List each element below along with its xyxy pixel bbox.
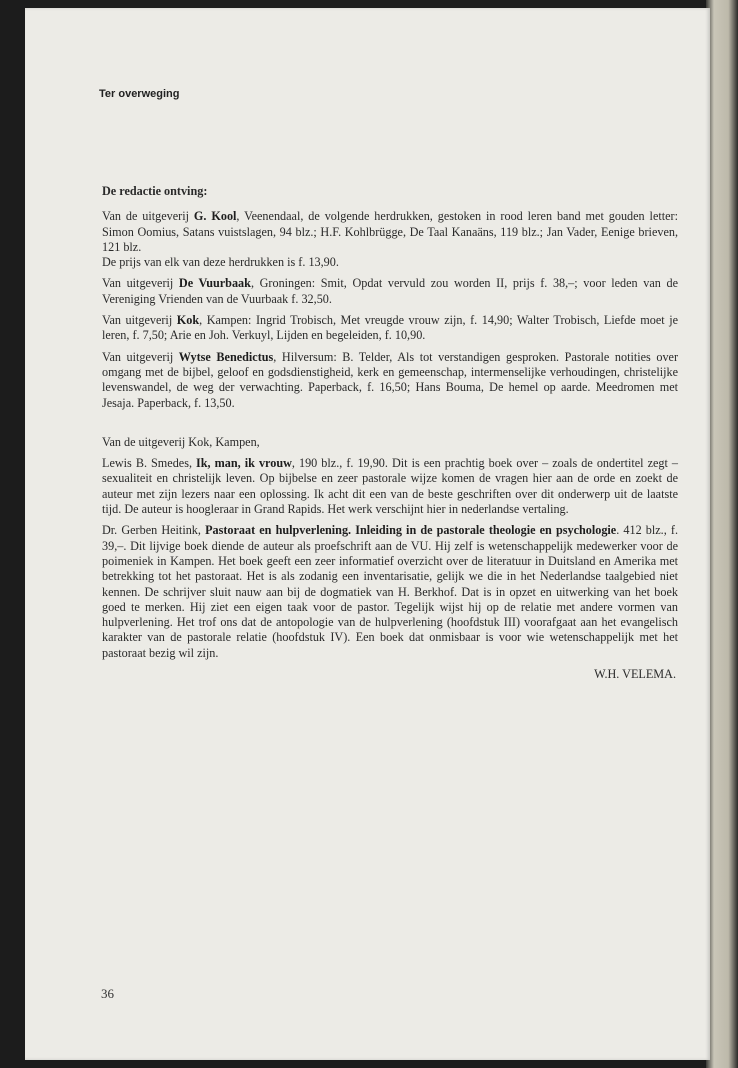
book-reviews: [102, 456, 678, 661]
text-run: . 412 blz., f. 39,–. Dit lijvige boek diende de auteur als proefschrift aan de VU. Hij zelf is wetenschappelijk medewerker voor de poimeniek in Kampen. Het boek geeft een zeer informatief overzicht over de literatuur in Duitsland en Amerika met betrekking tot het pastoraat. Het is als zodanig een inventarisatie, gelijk we die in het Nederlandse taalgebied niet kennen. De schrijver sluit nauw aan bij de dogmatiek van H. Berkhof. Dat is in opzet en uitwerking van het boek goed te merken. Hij ziet een eigen taak voor de pastor. Tegelijk wijst hij op de relatie met andere vormen van hulpverlening. Het trof ons dat de antopologie van de hulpverlening (hoofdstuk III) voorafgaat aan het evangelisch karakter van de pastorale relatie (hoofdstuk IV). Een boek dat onmisbaar is voor wie wetenschappelijk met het pastoraat bezig wil zijn.: [102, 523, 678, 660]
page-edge: [706, 0, 738, 1068]
received-book-entry: [102, 209, 678, 270]
bold-text: Wytse Benedictus: [178, 349, 274, 364]
book-review: [102, 523, 678, 661]
text-run: , Veenendaal, de volgende herdrukken, gestoken in rood leren band met gouden letter: Simon Oomius, Satans vuistslagen, 94 blz.; H.F. Kohlbrügge, De Taal Kanaäns, 119 blz.; Jan Vader, Eenige brieven, 121 blz.: [102, 209, 678, 254]
bold-text: Ik, man, ik vrouw: [196, 456, 292, 471]
text-run: , Kampen: Ingrid Trobisch, Met vreugde vrouw zijn, f. 14,90; Walter Trobisch, Liefde moet je leren, f. 7,50; Arie en Joh. Verkuyl, Lijden en begeleiden, f. 10,90.: [102, 313, 678, 343]
text-run: Van de uitgeverij: [102, 209, 194, 224]
section-gap: [102, 417, 678, 435]
received-book-entry: [102, 276, 678, 307]
page-content: [102, 184, 678, 688]
book-review: [102, 456, 678, 517]
received-book-entry: [102, 313, 678, 344]
text-run: , Hilversum: B. Telder, Als tot verstandigen gesproken. Pastorale notities over omgang met de bijbel, geloof en godsdienstigheid, kerk en gemeenschap, intermenselijke verhoudingen, christelijke levenswandel, de weg der verwachting. Paperback, f. 16,50; Hans Bouma, De hemel op aarde. Meedromen met Jesaja. Paperback, f. 13,50.: [102, 349, 679, 410]
text-run: Lewis B. Smedes,: [102, 456, 197, 471]
text-run: Van uitgeverij: [102, 276, 179, 291]
text-run: Dr. Gerben Heitink,: [102, 523, 206, 538]
running-head: Ter overweging: [99, 88, 180, 100]
review-intro: Van de uitgeverij Kok, Kampen,: [102, 434, 260, 449]
document-page: [25, 8, 710, 1060]
text-run: , 190 blz., f. 19,90. Dit is een prachtig boek over – zoals de ondertitel zegt – sexualiteit en christelijk leven. Op bijbelse en zeer pastorale wijze komen de vragen hier aan de orde en zoekt de auteur met zijn lezers naar een oplossing. Ik acht dit een van de beste geschriften over dit onderwerp uit de laatste tijd. De auteur is hoogleraar in Grand Rapids. Het werk verschijnt hier in nederlandse vertaling.: [102, 456, 678, 517]
page-number: 36: [101, 986, 114, 1001]
received-books-list: [102, 209, 678, 411]
bold-text: G. Kool: [193, 209, 237, 224]
text-run: Van uitgeverij: [102, 313, 177, 328]
text-run: De prijs van elk van deze herdrukken is f. 13,90.: [102, 255, 339, 270]
section-heading: De redactie ontving:: [102, 184, 208, 198]
bold-text: Pastoraat en hulpverlening. Inleiding in de pastorale theologie en psychologie: [205, 523, 617, 538]
bold-text: De Vuurbaak: [178, 276, 251, 291]
received-book-entry: [102, 350, 678, 411]
bold-text: Kok: [176, 313, 200, 328]
signature: W.H. VELEMA.: [594, 667, 676, 682]
text-run: , Groningen: Smit, Opdat vervuld zou worden II, prijs f. 38,–; voor leden van de Vereniging Vrienden van de Vuurbaak f. 32,50.: [102, 276, 679, 306]
text-run: Van uitgeverij: [102, 349, 179, 364]
